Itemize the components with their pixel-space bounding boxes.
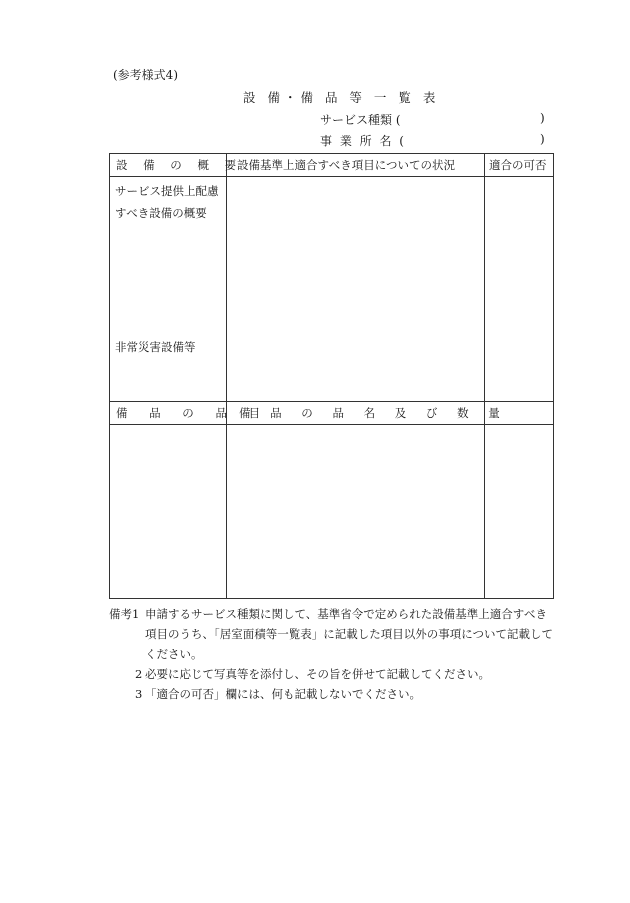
page-title: 設 備・備 品 等 一 覧 表 (243, 90, 440, 105)
fixture-name-quantity-cell[interactable] (227, 425, 485, 599)
note-1-line-1: 申請するサービス種類に関して、基準省令で定められた設備基準上適合すべき (145, 607, 548, 621)
note-item-1-cont2 (109, 644, 569, 664)
note-3-text: 「適合の可否」欄には、何も記載しないでください。 (145, 687, 421, 701)
facility-body-row (110, 177, 554, 402)
notes-section (109, 604, 569, 704)
note-1-line-3: ください。 (145, 647, 203, 661)
note-1-line-2: 項目のうち、「居室面積等一覧表」に記載した項目以外の事項について記載して (145, 627, 554, 641)
form-reference: (参考様式4) (113, 68, 178, 82)
fixture-item-cell[interactable] (110, 425, 227, 599)
note-item-1 (109, 604, 569, 624)
note-3-number: 3 (135, 687, 143, 701)
note-2-text: 必要に応じて写真等を添付し、その旨を併せて記載してください。 (145, 667, 490, 681)
compliance-status-header: 設備基準上適合すべき項目についての状況 (227, 154, 485, 177)
equipment-table (109, 153, 554, 599)
service-type-label: サービス種類 ( (320, 113, 401, 127)
fixture-body-row (110, 425, 554, 599)
facility-header-row (110, 154, 554, 177)
fixture-header-row (110, 402, 554, 425)
compliance-result-header: 適合の可否 (485, 154, 554, 177)
fixture-blank-cell (485, 425, 554, 599)
emergency-equipment-label: 非常災害設備等 (115, 340, 196, 354)
note-item-2 (109, 664, 569, 684)
note-2-number: 2 (135, 667, 143, 681)
office-name-close-paren: ) (540, 132, 545, 146)
fixture-name-quantity-header: 備 品 の 品 名 及 び 数 量 (227, 402, 485, 425)
note-item-1-cont (109, 624, 569, 644)
facility-overview-cell (110, 177, 227, 402)
note-item-3 (109, 684, 569, 704)
office-name-label: 事 業 所 名 ( (320, 134, 406, 148)
service-consideration-label-2: すべき設備の概要 (115, 206, 207, 220)
service-consideration-label-1: サービス提供上配慮 (115, 184, 219, 198)
compliance-status-cell[interactable] (227, 177, 485, 402)
facility-overview-header: 設 備 の 概 要 (110, 154, 227, 177)
service-type-close-paren: ) (540, 111, 545, 125)
compliance-result-cell (485, 177, 554, 402)
notes-heading: 備考1 (109, 607, 140, 621)
fixture-item-header: 備 品 の 品 目 (110, 402, 227, 425)
